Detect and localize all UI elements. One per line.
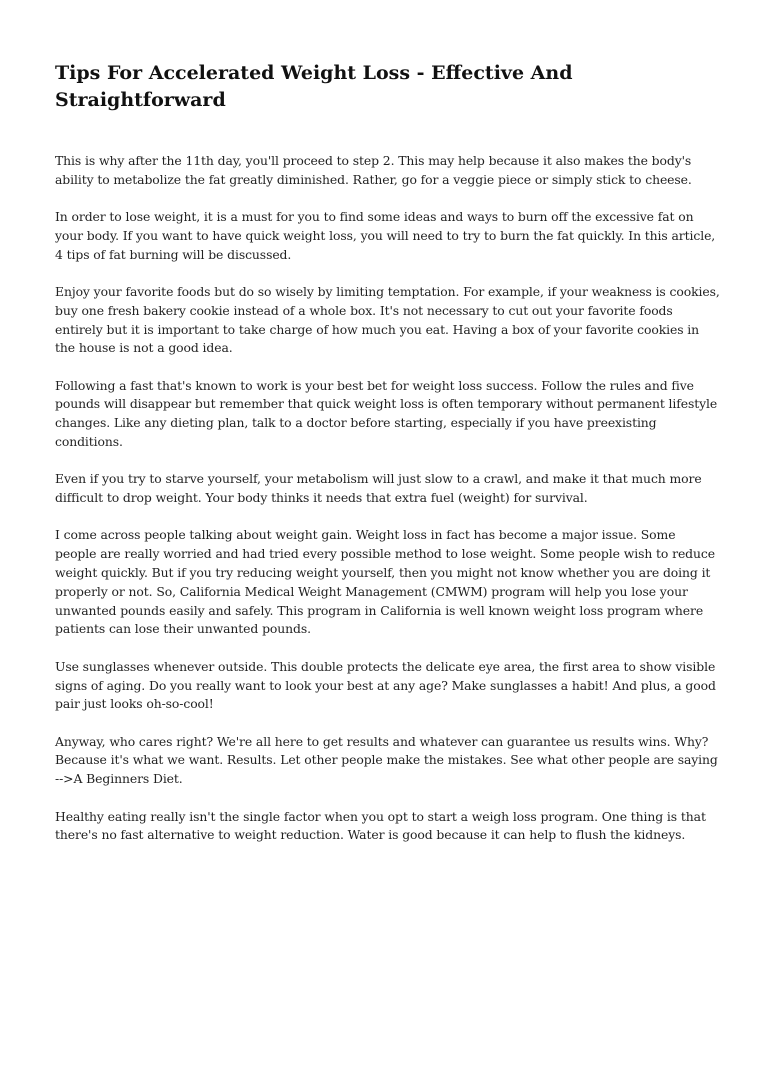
paragraph: Anyway, who cares right? We're all here to get results and whatever can guarantee us results wins. Why? Because it's what we want. Results. Let other people make the mistakes. See what other people are saying -->A Beginners Diet. xyxy=(55,733,718,787)
paragraph: Even if you try to starve yourself, your metabolism will just slow to a crawl, and make it that much more difficult to drop weight. Your body thinks it needs that extra fuel (weight) for survival. xyxy=(55,471,702,506)
paragraph: Enjoy your favorite foods but do so wisely by limiting temptation. For example, if your weakness is cookies, buy one fresh bakery cookie instead of a whole box. It's not necessary to cut out your favorite foods entirely but it is important to take charge of how much you eat. Having a box of your favorite cookies in the house is not a good idea. xyxy=(55,283,720,356)
paragraph: Following a fast that's known to work is your best bet for weight loss success. Follow the rules and five pounds will disappear but remember that quick weight loss is often temporary without permanent lifestyle changes. Like any dieting plan, talk to a doctor before starting, especially if you have preexisting conditions. xyxy=(55,377,718,450)
page-title: Tips For Accelerated Weight Loss - Effective And Straightforward xyxy=(55,62,573,111)
paragraph: I come across people talking about weight gain. Weight loss in fact has become a major issue. Some people are really worried and had tried every possible method to lose weight. Some people wish to reduce weight quickly. But if you try reducing weight yourself, then you might not know whether you are doing it properly or not. So, California Medical Weight Management (CMWM) program will help you lose your unwanted pounds easily and safely. This program in California is well known weight loss program where patients can lose their unwanted pounds. xyxy=(55,527,715,637)
paragraph: This is why after the 11th day, you'll proceed to step 2. This may help because it also makes the body's ability to metabolize the fat greatly diminished. Rather, go for a veggie piece or simply stick to cheese. xyxy=(55,153,692,187)
paragraph: In order to lose weight, it is a must for you to find some ideas and ways to burn off the excessive fat on your body. If you want to have quick weight loss, you will need to try to burn the fat quickly. In this article, 4 tips of fat burning will be discussed. xyxy=(55,209,716,262)
paragraph: Use sunglasses whenever outside. This double protects the delicate eye area, the first area to show visible signs of aging. Do you really want to look your best at any age? Make sunglasses a habit! And plus, a good pair just looks oh-so-cool! xyxy=(55,658,716,712)
paragraph: Healthy eating really isn't the single factor when you opt to start a weigh loss program. One thing is that there's no fast alternative to weight reduction. Water is good because it can help to flush the kidneys. xyxy=(55,808,706,843)
